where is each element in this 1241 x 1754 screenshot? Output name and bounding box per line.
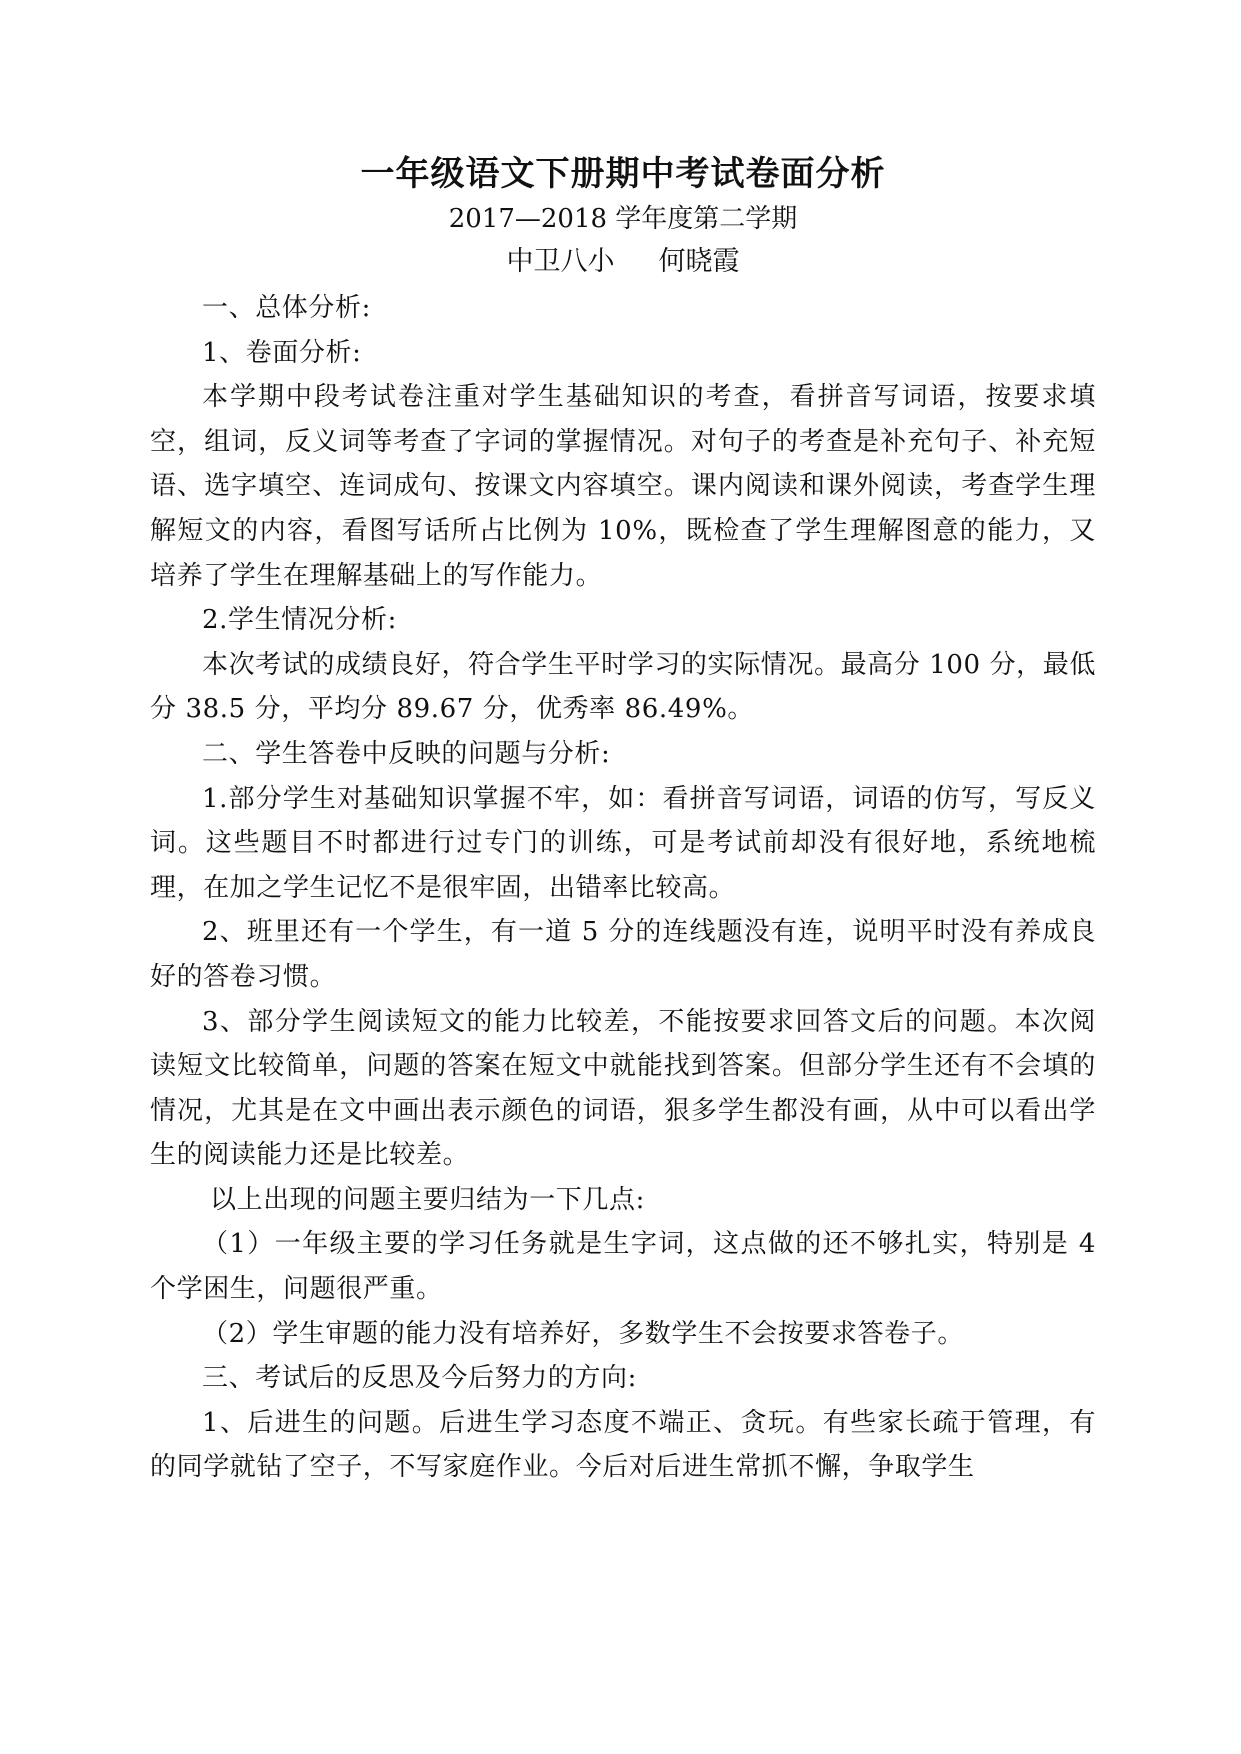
section-heading-problems: 二、学生答卷中反映的问题与分析: xyxy=(202,738,611,769)
document-body xyxy=(150,150,1096,1490)
paragraph-problem-1: 1.部分学生对基础知识掌握不牢，如：看拼音写词语，词语的仿写，写反义词。这些题目不时都进行过专门的训练，可是考试前却没有很好地，系统地梳理，在加之学生记忆不是很牢固，出错率比较高。 xyxy=(150,783,1096,903)
document-title: 一年级语文下册期中考试卷面分析 xyxy=(360,154,886,194)
school-name: 中卫八小 xyxy=(506,246,615,277)
author-name: 何晓霞 xyxy=(658,246,740,277)
paragraph-summary-point-1: （1）一年级主要的学习任务就是生字词，这点做的还不够扎实，特别是 4 个学困生，问题很严重。 xyxy=(150,1229,1096,1305)
subheading-paper-analysis: 1、卷面分析: xyxy=(202,337,362,368)
paragraph-student-analysis: 本次考试的成绩良好，符合学生平时学习的实际情况。最高分 100 分，最低分 38.5 分，平均分 89.67 分，优秀率 86.49%。 xyxy=(150,649,1096,725)
paragraph-paper-analysis: 本学期中段考试卷注重对学生基础知识的考查，看拼音写词语，按要求填空，组词，反义词等考查了字词的掌握情况。对句子的考查是补充句子、补充短语、选字填空、连词成句、按课文内容填空。课内阅读和课外阅读，考查学生理解短文的内容，看图写话所占比例为 10%，既检查了学生理解图意的能力，又培养了学生在理解基础上的写作能力。 xyxy=(150,382,1096,591)
section-heading-overall: 一、总体分析: xyxy=(202,293,371,323)
paragraph-summary-intro: 以上出现的问题主要归结为一下几点: xyxy=(210,1184,645,1215)
section-heading-reflection: 三、考试后的反思及今后努力的方向: xyxy=(202,1363,637,1394)
subheading-student-analysis: 2.学生情况分析: xyxy=(202,605,397,636)
document-subtitle: 2017—2018 学年度第二学期 xyxy=(448,204,798,234)
document-byline xyxy=(150,240,1096,284)
paragraph-reflection-1: 1、后进生的问题。后进生学习态度不端正、贪玩。有些家长疏于管理，有的同学就钻了空子，不写家庭作业。今后对后进生常抓不懈，争取学生 xyxy=(150,1407,1096,1483)
paragraph-problem-3: 3、部分学生阅读短文的能力比较差，不能按要求回答文后的问题。本次阅读短文比较简单，问题的答案在短文中就能找到答案。但部分学生还有不会填的情况，尤其是在文中画出表示颜色的词语，狠多学生都没有画，从中可以看出学生的阅读能力还是比较差。 xyxy=(150,1006,1096,1171)
paragraph-problem-2: 2、班里还有一个学生，有一道 5 分的连线题没有连，说明平时没有养成良好的答卷习惯。 xyxy=(150,917,1096,992)
paragraph-summary-point-2: （2）学生审题的能力没有培养好，多数学生不会按要求答卷子。 xyxy=(202,1318,964,1349)
